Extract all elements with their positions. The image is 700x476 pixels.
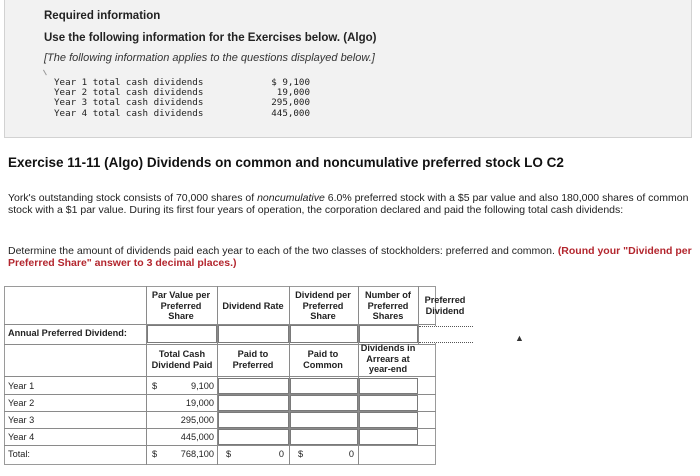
total-cash-year4: 445,000	[180, 432, 214, 442]
mouse-cursor-icon: ▲	[515, 333, 524, 343]
row-label-year2: Year 2	[8, 398, 35, 408]
dollar-sign-total-common: $	[298, 449, 304, 459]
par-value-input[interactable]	[147, 325, 217, 343]
header-paid-preferred: Paid to Preferred	[232, 349, 274, 370]
grid-line	[4, 376, 436, 377]
dividend-value-year3: 295,000	[271, 97, 310, 109]
dividend-values	[262, 78, 310, 119]
header-paid-common: Paid to Common	[303, 349, 343, 370]
dollar-sign-total-preferred: $	[226, 449, 232, 459]
exercise-title: Exercise 11-11 (Algo) Dividends on common and noncumulative preferred stock LO C2	[8, 155, 564, 170]
dividend-per-share-input[interactable]	[290, 325, 358, 343]
dividend-labels	[54, 78, 203, 119]
row-label-year1: Year 1	[8, 381, 35, 391]
dollar-sign-year1: $	[152, 381, 158, 391]
preferred-dividend-input[interactable]	[419, 326, 473, 343]
dollar-sign-total: $	[152, 449, 158, 459]
paid-common-year3-input[interactable]	[290, 412, 358, 428]
header-dividend-rate: Dividend Rate	[222, 301, 284, 311]
exercise-question	[8, 245, 696, 269]
paid-preferred-year4-input[interactable]	[218, 429, 289, 445]
paid-common-year4-input[interactable]	[290, 429, 358, 445]
dividend-rate-input[interactable]	[218, 325, 289, 343]
number-of-shares-input[interactable]	[359, 325, 418, 343]
dividend-label-year1: Year 1 total cash dividends	[54, 77, 204, 88]
paid-common-year1-input[interactable]	[290, 378, 358, 394]
arrears-year4-input[interactable]	[359, 429, 418, 445]
description-emphasis: noncumulative	[257, 192, 325, 204]
total-paid-preferred: 0	[278, 449, 284, 459]
header-number-of-shares: Number of Preferred Shares	[365, 290, 411, 321]
total-cash-year3: 295,000	[180, 415, 214, 425]
description-part-b: 6.0% preferred stock with a $5 par value and also 180,000 shares of common stock with a $1 par value. During its first four years of operation, the corporation declared and paid the following total cash dividends:	[8, 192, 689, 217]
dividend-value-year2: 19,000	[276, 87, 310, 99]
arrears-year2-input[interactable]	[359, 395, 418, 411]
header-preferred-dividend: Preferred Dividend	[424, 295, 466, 316]
paid-preferred-year1-input[interactable]	[218, 378, 289, 394]
row-label-year3: Year 3	[8, 415, 35, 425]
header-dividend-per-share: Dividend per Preferred Share	[295, 290, 351, 321]
paid-common-year2-input[interactable]	[290, 395, 358, 411]
grid-line	[4, 445, 436, 446]
total-cash-total: 768,100	[180, 449, 214, 459]
header-arrears: Dividends in Arrears at year-end	[360, 343, 416, 374]
paid-preferred-year2-input[interactable]	[218, 395, 289, 411]
exercise-instruction: Use the following information for the Exercises below. (Algo)	[44, 32, 377, 44]
applies-note: [The following information applies to the questions displayed below.]	[44, 52, 375, 64]
exercise-description	[8, 192, 696, 216]
annual-preferred-dividend-label: Annual Preferred Dividend:	[8, 328, 127, 338]
header-par-value: Par Value per Preferred Share	[151, 290, 211, 321]
dividend-value-year1: $ 9,100	[271, 77, 310, 88]
description-part-a: York's outstanding stock consists of 70,000 shares of	[8, 192, 258, 204]
required-info-title: Required information	[44, 10, 161, 22]
total-paid-common: 0	[348, 449, 354, 459]
header-total-cash: Total Cash Dividend Paid	[151, 349, 213, 370]
dividend-label-year4: Year 4 total cash dividends	[54, 107, 204, 119]
arrears-year1-input[interactable]	[359, 378, 418, 394]
row-label-total: Total:	[8, 449, 30, 459]
dividend-label-year3: Year 3 total cash dividends	[54, 97, 204, 109]
question-text: Determine the amount of dividends paid each year to each of the two classes of stockholders: preferred and common.	[8, 245, 558, 257]
row-label-year4: Year 4	[8, 432, 35, 442]
paid-preferred-year3-input[interactable]	[218, 412, 289, 428]
rounding-note: (Round your "Dividend per Preferred Share" answer to 3 decimal places.)	[8, 245, 692, 270]
dividend-value-year4: 445,000	[271, 107, 310, 119]
total-cash-year1: 9,100	[191, 381, 214, 391]
arrears-year3-input[interactable]	[359, 412, 418, 428]
dividend-label-year2: Year 2 total cash dividends	[54, 87, 204, 99]
total-cash-year2: 19,000	[185, 398, 214, 408]
